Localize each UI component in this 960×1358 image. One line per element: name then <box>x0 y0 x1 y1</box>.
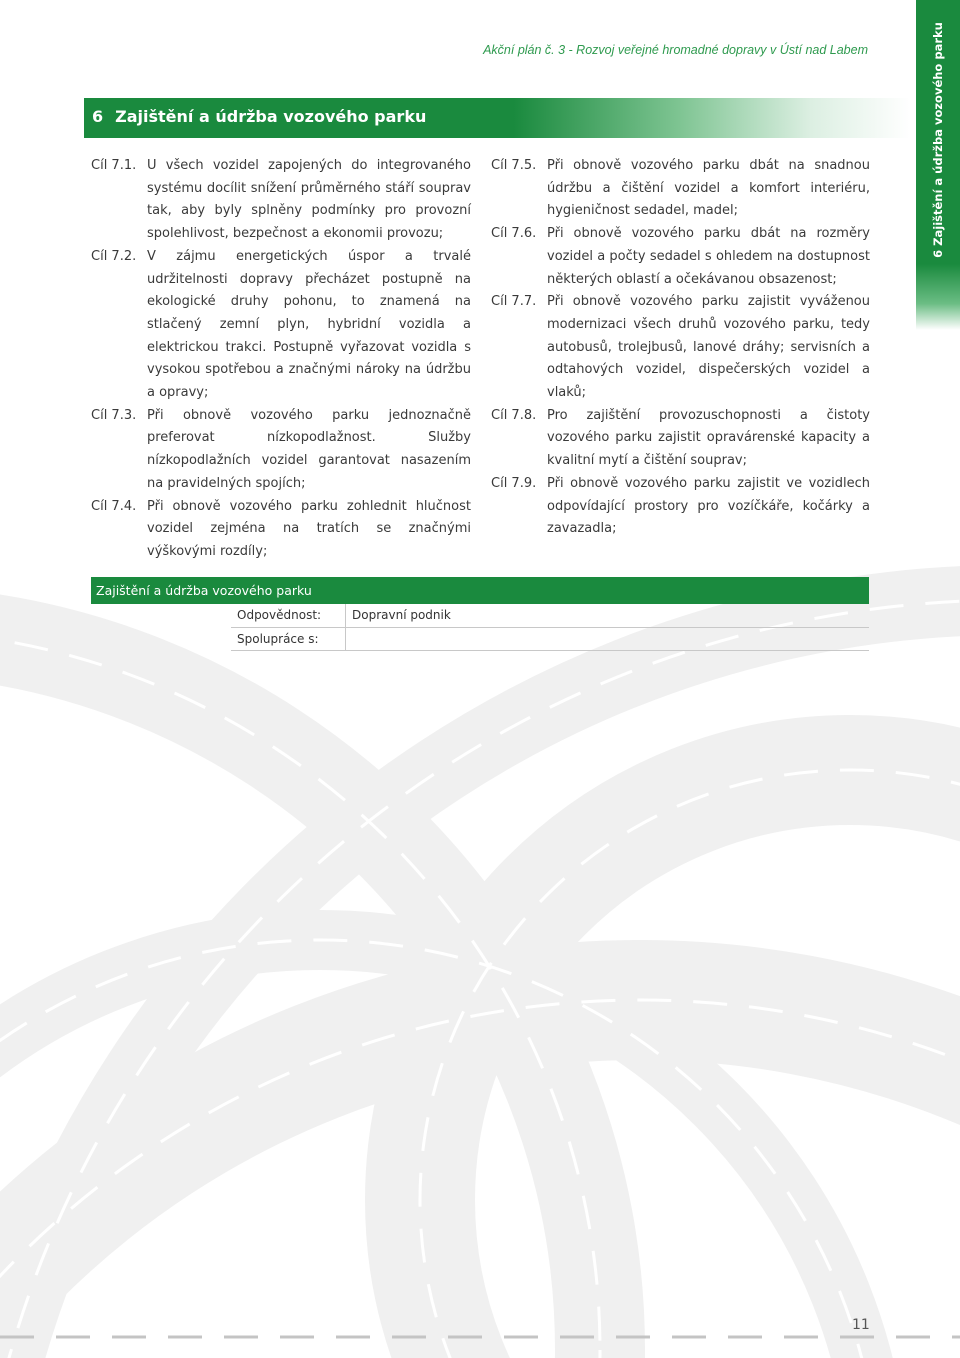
section-title-text: Zajištění a údržba vozového parku <box>115 107 427 126</box>
table-row <box>91 627 869 650</box>
goal-text: Při obnově vozového parku zajistit vyváženou modernizaci všech druhů vozového parku, tedy autobusů, trolejbusů, lanové dráhy; servisních a odtahových vozidel, dispečerských vozidel a vlaků; <box>547 294 870 401</box>
page-number: 11 <box>852 1317 870 1333</box>
goal-text: U všech vozidel zapojených do integrovaného systému docílit snížení průměrného stáří souprav tak, aby byly splněny podmínky pro provozní spolehlivost, bezpečnost a ekonomii provozu; <box>147 158 471 242</box>
goal-item <box>91 246 471 405</box>
goal-id: Cíl 7.8. <box>491 407 537 423</box>
table-row <box>91 604 869 627</box>
section-heading-bar <box>84 98 910 138</box>
section-number: 6 <box>92 107 104 126</box>
responsibility-table-title: Zajištění a údržba vozového parku <box>91 577 869 604</box>
goal-id: Cíl 7.3. <box>91 407 137 423</box>
goal-item <box>491 473 870 541</box>
goals-left-column <box>91 155 471 564</box>
responsibility-table <box>91 577 869 651</box>
responsibility-value: Dopravní podnik <box>346 604 870 627</box>
goal-text: V zájmu energetických úspor a trvalé udržitelnosti dopravy přecházet postupně na ekologické druhy pohonu, to znamená na stlačený zemní plyn, hybridní vozidla a elektrickou trakci. Postupně vyřazovat vozidla s vysokou spotřebou a značnými nároky na údržbu a opravy; <box>147 248 471 401</box>
goal-text: Při obnově vozového parku dbát na rozměry vozidel a počty sedadel s ohledem na dostupnost některých oblastí a očekávanou obsazenost; <box>547 226 870 287</box>
responsibility-label: Odpovědnost: <box>231 604 346 627</box>
goal-id: Cíl 7.5. <box>491 158 537 173</box>
running-header: Akční plán č. 3 - Rozvoj veřejné hromadné dopravy v Ústí nad Labem <box>483 43 868 57</box>
goal-item <box>491 223 870 291</box>
goal-id: Cíl 7.6. <box>491 226 537 242</box>
table-spacer-cell <box>91 627 231 650</box>
goal-item <box>491 405 870 473</box>
goal-text: Při obnově vozového parku zajistit ve vozidlech odpovídající prostory pro vozíčkáře, kočárky a zavazadla; <box>547 475 870 537</box>
footer-dashed-line <box>0 1333 960 1341</box>
goal-id: Cíl 7.4. <box>91 498 137 514</box>
goals-right-column <box>491 155 870 541</box>
goal-id: Cíl 7.1. <box>91 158 137 173</box>
side-chapter-tab <box>916 0 960 330</box>
goal-id: Cíl 7.2. <box>91 248 137 264</box>
side-chapter-tab-label: 6 Zajištění a údržba vozového parku <box>931 22 945 258</box>
goal-text: Při obnově vozového parku zohlednit hlučnost vozidel zejména na tratích se značnými výškovými rozdíly; <box>147 498 471 559</box>
goal-text: Pro zajištění provozuschopnosti a čistoty vozového parku zajistit opravárenské kapacity a kvalitní mytí a čištění souprav; <box>547 407 870 469</box>
goal-id: Cíl 7.7. <box>491 294 537 310</box>
section-title <box>92 107 426 126</box>
goal-item <box>491 155 870 223</box>
goal-text: Při obnově vozového parku jednoznačně preferovat nízkopodlažnost. Služby nízkopodlažních vozidel garantovat nasazením na pravidelných spojích; <box>147 407 471 491</box>
goal-item <box>91 496 471 564</box>
goal-item <box>491 291 870 405</box>
goal-item <box>91 405 471 496</box>
goal-id: Cíl 7.9. <box>491 475 537 491</box>
goal-item <box>91 155 471 246</box>
cooperation-label: Spolupráce s: <box>231 627 346 650</box>
goal-text: Při obnově vozového parku dbát na snadnou údržbu a čištění vozidel a komfort interiéru, hygieničnost sedadel, madel; <box>547 158 870 219</box>
table-spacer-cell <box>91 604 231 627</box>
cooperation-value <box>346 627 870 650</box>
